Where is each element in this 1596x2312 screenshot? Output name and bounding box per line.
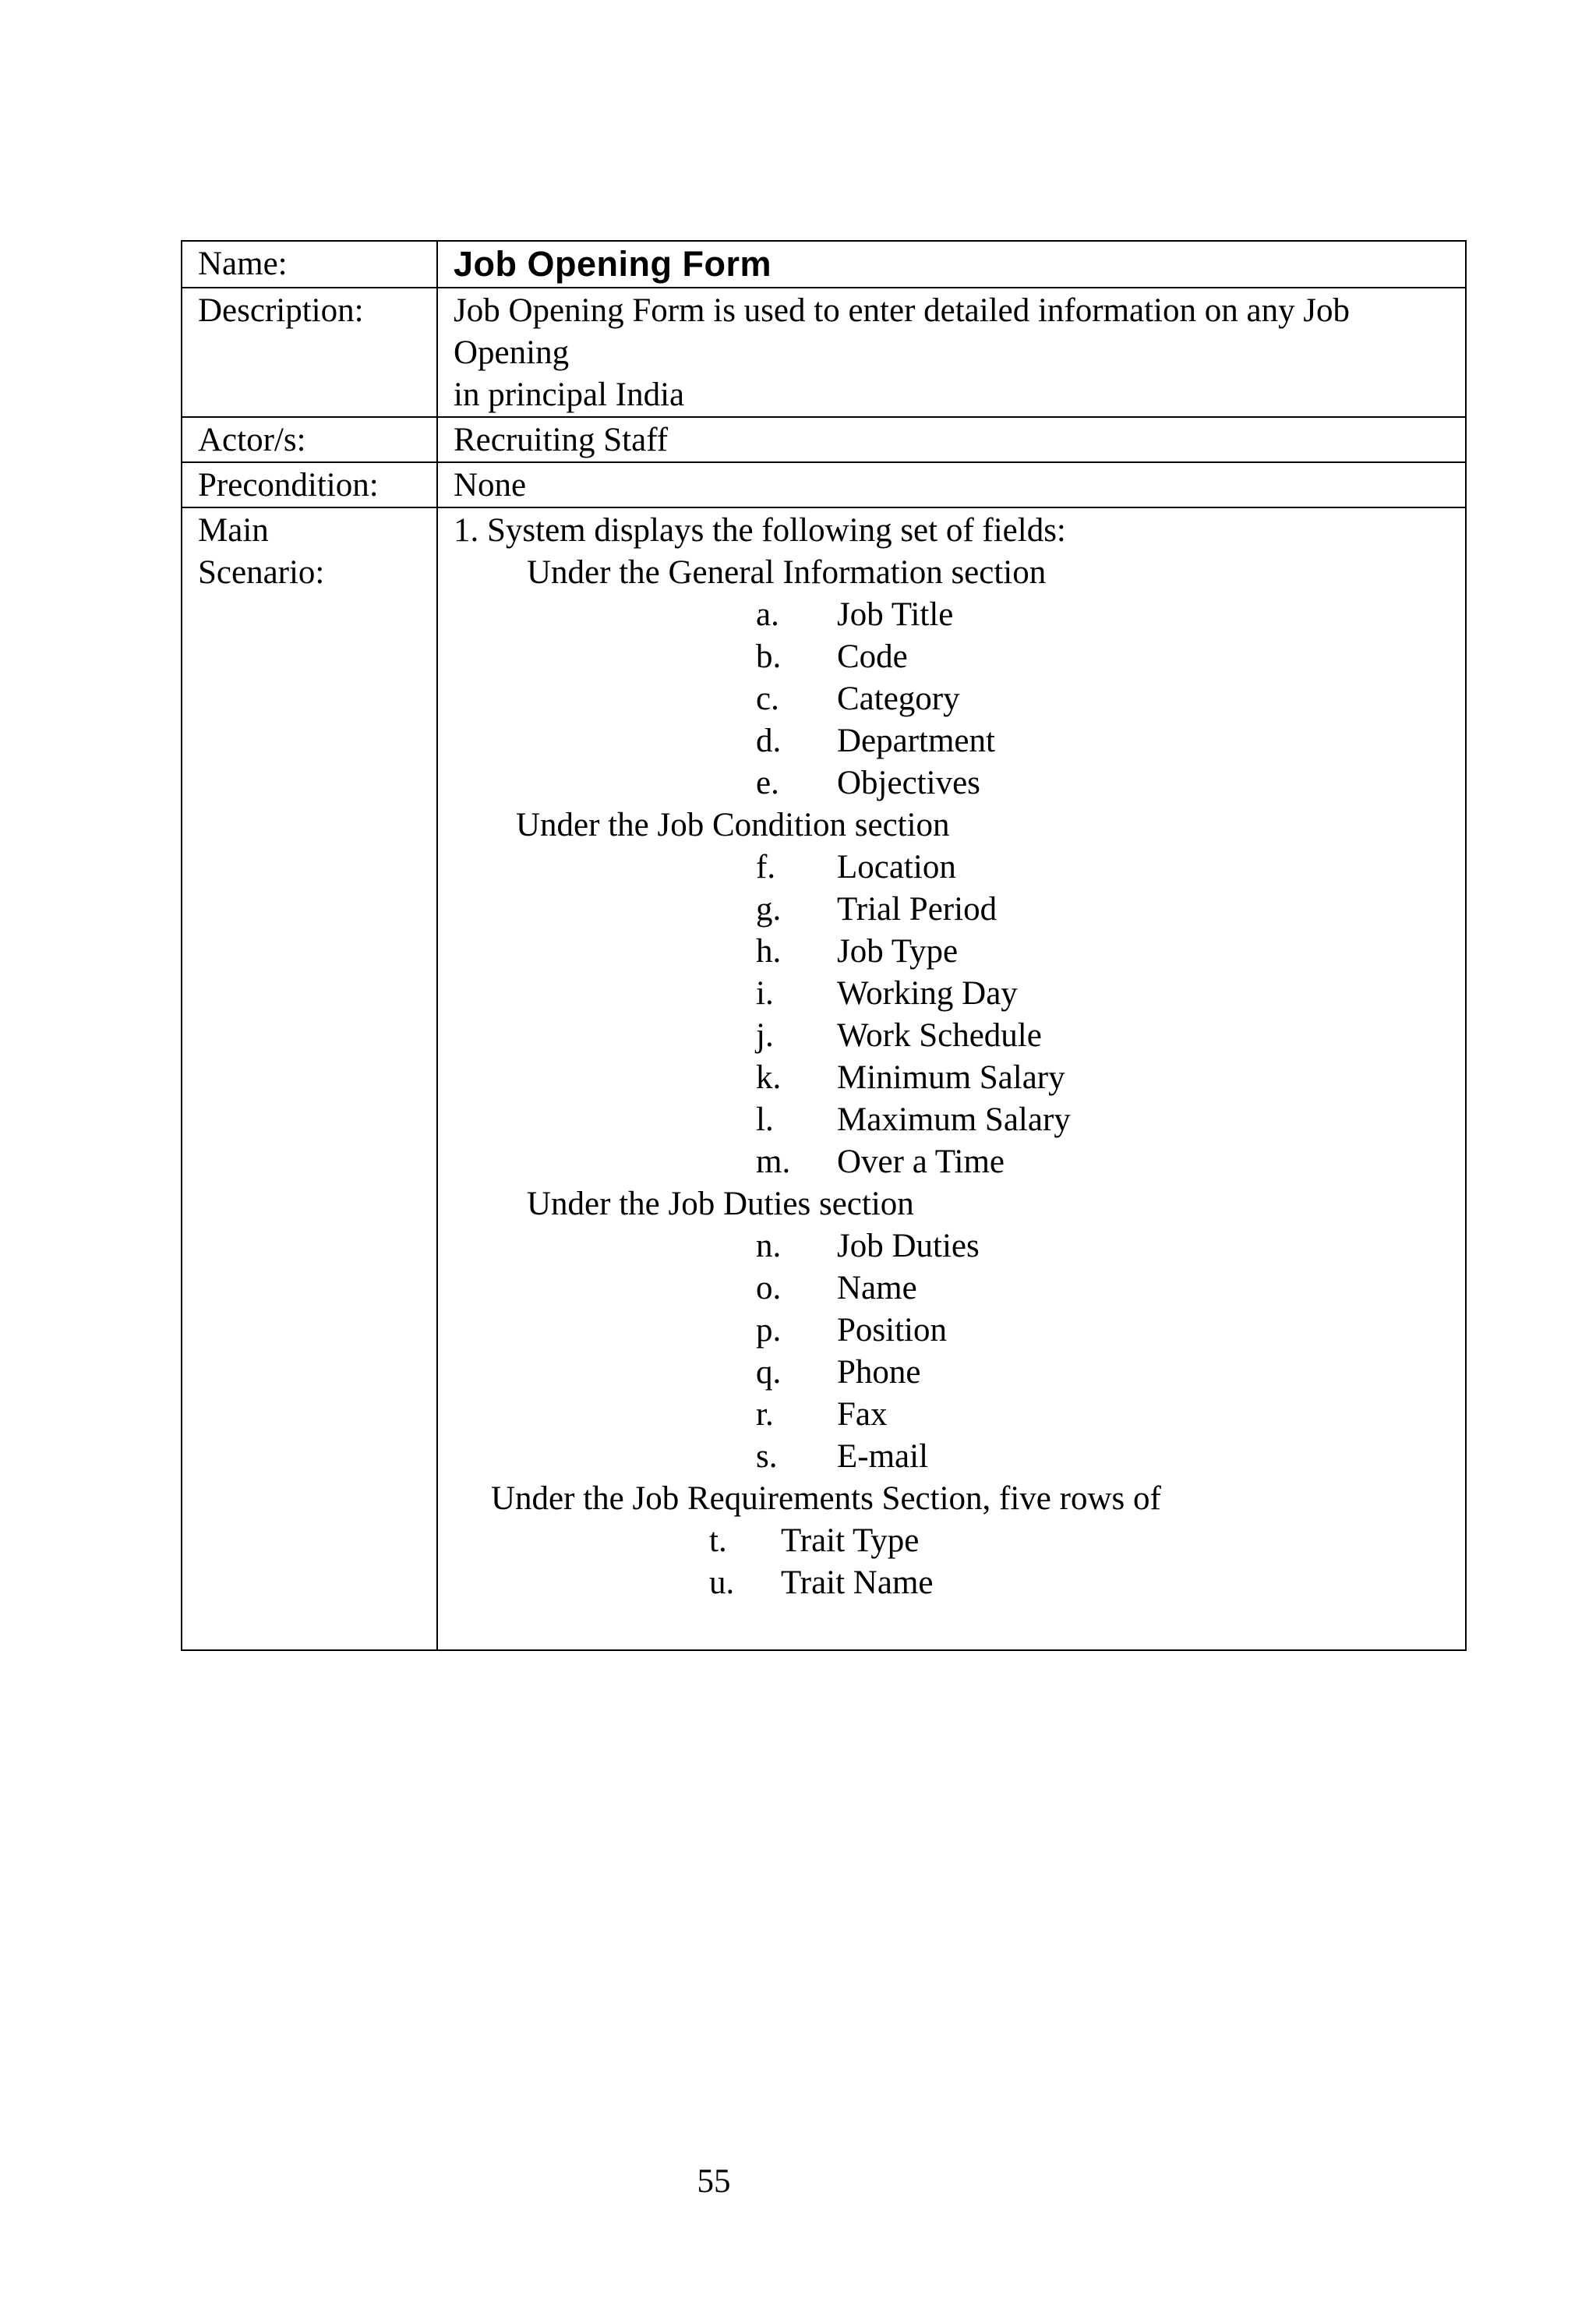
field-name: Category <box>837 681 960 717</box>
field-name: Job Title <box>837 596 954 633</box>
description-value <box>437 288 1466 417</box>
field-letter: r. <box>756 1396 774 1433</box>
name-value <box>437 241 1466 288</box>
field-name: Over a Time <box>837 1144 1005 1180</box>
field-letter: a. <box>756 596 779 633</box>
name-label: Name: <box>182 241 437 288</box>
field-letter: o. <box>756 1270 782 1306</box>
field-letter: j. <box>756 1017 774 1054</box>
field-letter: s. <box>756 1438 778 1475</box>
actors-row <box>182 417 1466 462</box>
field-letter: q. <box>756 1354 782 1391</box>
main-scenario-label <box>182 507 437 1650</box>
field-name: Maximum Salary <box>837 1101 1071 1138</box>
scenario-body <box>454 510 1449 1649</box>
section-heading: Under the Job Condition section <box>516 807 950 843</box>
field-letter: k. <box>756 1059 782 1096</box>
main-scenario-row <box>182 507 1466 1650</box>
field-letter: g. <box>756 891 782 928</box>
field-name: Objectives <box>837 765 980 801</box>
field-letter: i. <box>756 975 774 1012</box>
main-scenario-label-line: Scenario: <box>198 554 325 591</box>
field-letter: f. <box>756 849 776 886</box>
field-letter: p. <box>756 1312 782 1349</box>
description-line: Job Opening Form is used to enter detailed information on any Job <box>454 292 1351 329</box>
precondition-label: Precondition: <box>182 462 437 507</box>
field-name: Job Duties <box>837 1228 980 1264</box>
field-letter: h. <box>756 933 782 970</box>
field-name: Location <box>837 849 956 886</box>
description-label: Description: <box>182 288 437 417</box>
name-row <box>182 241 1466 288</box>
main-scenario-label-line: Main <box>198 512 269 549</box>
field-name: Work Schedule <box>837 1017 1042 1054</box>
use-case-table <box>181 240 1467 1651</box>
scenario-step-1: 1. System displays the following set of fields: <box>454 512 1066 549</box>
field-letter: n. <box>756 1228 782 1264</box>
field-letter: u. <box>709 1564 735 1601</box>
section-heading: Under the Job Duties section <box>527 1186 914 1222</box>
field-letter: b. <box>756 638 782 675</box>
section-heading: Under the General Information section <box>527 554 1047 591</box>
precondition-value: None <box>437 462 1466 507</box>
field-name: Minimum Salary <box>837 1059 1065 1096</box>
description-row <box>182 288 1466 417</box>
field-letter: l. <box>756 1101 774 1138</box>
field-letter: d. <box>756 723 782 759</box>
field-name: E-mail <box>837 1438 929 1475</box>
precondition-row <box>182 462 1466 507</box>
field-name: Working Day <box>837 975 1018 1012</box>
field-letter: e. <box>756 765 779 801</box>
field-name: Department <box>837 723 995 759</box>
description-line: in principal India <box>454 376 685 413</box>
description-line: Opening <box>454 334 570 371</box>
field-name: Trial Period <box>837 891 998 928</box>
field-letter: t. <box>709 1522 727 1559</box>
field-name: Trait Name <box>781 1564 934 1601</box>
actors-value: Recruiting Staff <box>437 417 1466 462</box>
field-name: Trait Type <box>781 1522 920 1559</box>
main-scenario-value <box>437 507 1466 1650</box>
field-name: Code <box>837 638 908 675</box>
field-letter: m. <box>756 1144 791 1180</box>
field-letter: c. <box>756 681 779 717</box>
field-name: Name <box>837 1270 917 1306</box>
field-name: Fax <box>837 1396 888 1433</box>
form-title: Job Opening Form <box>454 244 772 284</box>
field-name: Position <box>837 1312 947 1349</box>
section-heading: Under the Job Requirements Section, five rows of <box>491 1480 1161 1517</box>
field-name: Phone <box>837 1354 921 1391</box>
page-number: 55 <box>697 2163 731 2200</box>
actors-label: Actor/s: <box>182 417 437 462</box>
field-name: Job Type <box>837 933 959 970</box>
